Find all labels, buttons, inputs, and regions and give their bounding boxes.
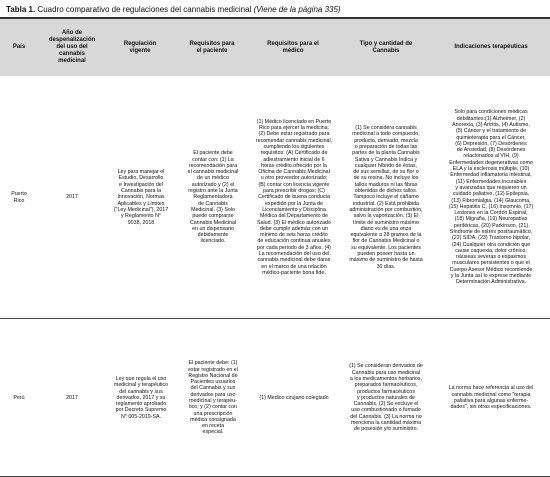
header-medico-text: Requisitos para el médico xyxy=(267,40,319,54)
header-paciente-text: Requisitos para el paciente xyxy=(189,40,235,54)
row-puerto-rico-regulacion: Ley para manejar el Estudio, Desarrollo e Investigación del Cannabis para la Innovación, Normas Aplicables y Límites ("Ley Medicinal"), 2017 y Reglamento N° 9038, 2018 xyxy=(113,169,169,226)
row-peru-anio: 2017 xyxy=(66,394,78,401)
header-regulacion xyxy=(106,19,174,76)
row-peru-indicaciones: La norma hace referencia al uso del cannabis medicinal como "terapia paliativa para algunas enferme- dades", sin otras especificaciones. xyxy=(448,385,534,411)
header-paciente xyxy=(176,19,248,76)
row-peru-tipo: (1) Se consideran derivados de Cannabis para uso medicinal a los medicamentos herbarios, preparados farmacéuticos, productos farmacéuticos y productos naturales de Cannabis. (2) Se excluye el uso combustionado o fumado del Cannabis. (3) La norma no menciona la cantidad máxima de posesión y/o suministro. xyxy=(349,363,423,433)
header-anio-text: Año de despenalización del uso del cannabis medicinal xyxy=(48,30,96,64)
header-anio xyxy=(38,19,106,76)
table-title-text: Cuadro comparativo de regulaciones del cannabis medicinal xyxy=(35,5,254,14)
header-medico xyxy=(248,19,338,76)
row-puerto-rico-pais: Puerto Rico xyxy=(11,191,27,204)
header-pais xyxy=(0,19,38,76)
header-indicaciones-text: Indicaciones terapéuticas xyxy=(454,44,528,50)
table-title-continuation: (Viene de la página 335) xyxy=(253,5,341,14)
row-puerto-rico-tipo: (1) Se considera cannabis medicinal a todo compuesto, producto, derivado, mezcla o preparación de todas las partes de la planta Cannabis Sativa y Cannabis Indica y cualquier híbrido de éstas, de sus semillas, de su flor o de su resina. No incluye los tallos maduros ni las fibras obtenidas de dichos tallos. Tampoco incluye el cáñamo industrial. (2) Está prohibida administración por combustión, salvo la vaporización. (3) El límite de suministro máximo diario es de una onza equivalente a 28 gramos de la flor de Cannabis Medicinal o su equivalente. Los pacientes pueden poseer hasta un máximo de suministro de hasta 30 días. xyxy=(349,125,423,270)
row-divider xyxy=(0,318,550,319)
header-tipo-text: Tipo y cantidad de Cannabis xyxy=(359,40,413,54)
table-title-label: Tabla 1. xyxy=(6,5,36,14)
row-peru-regulacion: Ley que regula el uso medicinal y terapéutico del cannabis y sus derivados, 2017 y su reglamento aprobado por Decreto Supremo N° 005-2019-SA. xyxy=(113,375,169,420)
header-regulacion-text: Regulación vigente xyxy=(123,40,157,54)
row-puerto-rico-paciente: El paciente debe contar con: (1) La recomendación para el cannabis medicinal de un médico autorizado y (2) el registro ante la Junta Reglamentadora de Cannabis Medicinal. (3) Solo puede comprarse Cannabis Medicinal en un dispensario debidamente licenciado. xyxy=(187,150,239,245)
table-title xyxy=(6,5,341,14)
header-pais-text: País xyxy=(12,44,26,50)
row-peru-pais: Perú xyxy=(13,394,25,401)
row-puerto-rico-indicaciones: Solo para condiciones médicas debilitantes:(1) Alzheimer, (2) Anorexia, (3) Artritis, (4) Autismo, (5) Cáncer y el tratamiento de quimioterapia para el Cáncer, (6) Depresión, (7) Desórdenes de Ansiedad, (8) Desórdenes relacionados al VIH, (9) Enfermedades degenerativas como ELA y la esclerosis múltiple, (10) Enfermedad inflamatoria intestinal, (11) Enfermedades incurables y avanzadas que requieren un cuidado paliativo, (12) Epilepsia, (13) Fibromialgia, (14) Glaucoma, (15) Hepatitis C, (16) Insomnio, (17) Lesiones en la Cordón Espinal, (18) Migraña, (19) Neuropatías periféricas, (20) Parkinson, (21) Síndrome de estrés postraumático, (22) SIDA, (23) Trastorno bipolar, (24) Cualquier otra condición que cause caquexia, dolor crónico, náuseas severas o espasmos musculares persistentes o que el Cuerpo Asesor Médico recomiende y la Junta así lo exprese mediante Determinación Administrativa. xyxy=(448,109,534,286)
row-peru-medico: (1) Medico cirujano colegiado xyxy=(259,394,329,401)
header-tipo xyxy=(340,19,432,76)
header-indicaciones xyxy=(432,19,550,76)
row-peru-paciente: El paciente debe: (1) estar registrado en el Registro Nacional de Pacientes usuarios del Cannabis y sus derivados para uso medicinal y terapéu- tico; y (2) contar con una prescripción médica consignada en receta especial. xyxy=(188,360,238,436)
row-puerto-rico-anio: 2017 xyxy=(66,194,78,201)
row-puerto-rico-medico: (1) Médico licenciado en Puerto Rico para ejercer la medicina. (2) Debe estar registrado para recomendar cannabis medicinal, cumpliendo los siguientes requisitos: (A) Certificado de adiestramiento inicial de 6 horas crédito ofrecido por la Oficina de Cannabis Medicinal u otro proveedor autorizado; (B) contar con licencia vigente para prescribir drogas; (C) Certificado de buena conducta expedido por la Junta de Licenciamiento y Disciplina Médica del Departamento de Salud. (3) El médico autorizado debe cumplir además con un mínimo de seis horas crédito de educación continua anuales por cada periodo de 3 años. (4) La recomendación del uso del cannabis medicinal debe darse en el marco de una relación médico-paciente bona fide. xyxy=(255,118,333,276)
